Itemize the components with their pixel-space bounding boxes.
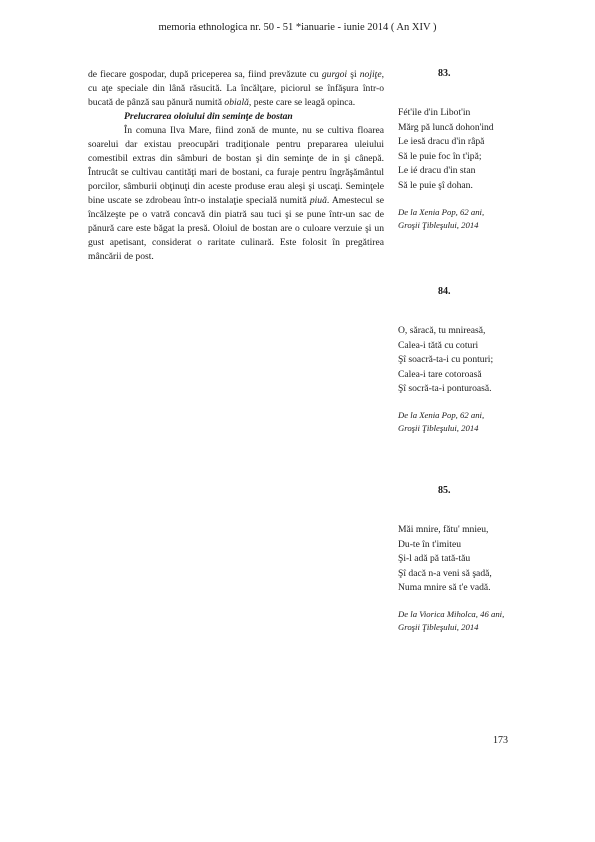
source-line: De la Viorica Miholca, 46 ani,	[398, 608, 505, 619]
poem-line: Şî dacă n-a veni să şadă,	[398, 567, 492, 579]
paragraph-oil	[88, 124, 384, 264]
poem-line: Să le puie şî dohan.	[398, 179, 473, 191]
source-line: Groşii Ţibleşului, 2014	[398, 219, 479, 230]
paragraph-footwear	[88, 68, 384, 110]
poem-source	[398, 206, 548, 233]
poem-line: Măi mnire, fătu' mnieu,	[398, 524, 489, 535]
poem-line: Du-te în t'imiteu	[398, 538, 462, 550]
poem-85	[398, 485, 548, 635]
text-segment: . Amestecul se încălzeşte pe o vatră concavă din piatră sau tuci şi se pune într-un sac de pănură care este băgat la presă. Oloiul de bostan are o culoare verzuie şi un gust apetisant, considerat o raritate culinară. Este folosit în pregătirea mâncării de post.	[88, 195, 384, 262]
term-gurgoi: gurgoi	[321, 69, 348, 80]
text-segment: şi	[347, 69, 360, 80]
poem-number: 84.	[438, 286, 451, 297]
poem-line: Le iesă dracu d'in râpă	[398, 136, 485, 148]
running-header: memoria ethnologica nr. 50 - 51 *ianuarie - iunie 2014 ( An XIV )	[158, 22, 437, 33]
term-piua: piuă	[309, 195, 327, 206]
poem-line: Să le puie foc în t'ipă;	[398, 150, 482, 162]
left-column	[88, 68, 384, 264]
poem-line: O, săracă, tu mnireasă,	[398, 325, 486, 336]
term-obiala: obială	[224, 97, 249, 108]
page-number: 173	[493, 735, 508, 746]
poem-source	[398, 409, 548, 436]
text-segment: de fiecare gospodar, după priceperea sa, fiind prevăzute cu	[88, 69, 322, 80]
poem-line: Mărg pă luncă dohon'ind	[398, 121, 494, 133]
poem-source	[398, 608, 548, 635]
section-title: Prelucrarea oloiului din seminţe de bostan	[124, 111, 293, 122]
poem-line: Fét'ile d'in Libot'in	[398, 107, 471, 118]
poem-83	[398, 68, 548, 232]
term-nojite: nojiţe	[359, 69, 382, 80]
poem-line: Şî soacră-ta-i cu ponturi;	[398, 354, 494, 366]
poem-84	[398, 286, 548, 436]
source-line: De la Xenia Pop, 62 ani,	[398, 206, 485, 217]
source-line: Groşii Ţibleşului, 2014	[398, 622, 479, 633]
poem-line: Le ié dracu d'in stan	[398, 165, 476, 177]
poem-line: Şî socră-ta-i ponturoasă.	[398, 383, 492, 395]
poem-number: 83.	[438, 68, 451, 79]
poem-line: Calea-i tătă cu coturi	[398, 339, 479, 351]
poem-line: Şi-l adă pă tată-tău	[398, 553, 471, 565]
text-segment: În comuna Ilva Mare, fiind zonă de munte, nu se cultiva floarea soarelui dar existau preocupări tradiţionale pentru prepararea uleiului comestibil extras din sâmburi de bostan şi din seminţe de in şi cânepă. Întrucât se cultivau cantităţi mari de bostani, ca furaje pentru îngrăşământul porcilor, sâmburii obţinuţi din aceste produse erau aleşi şi uscaţi. Seminţele bine uscate se zdrobeau într-o instalaţie specială numită	[88, 125, 384, 206]
poem-number: 85.	[438, 485, 451, 496]
text-segment: , peste care se leagă opinca.	[248, 97, 356, 108]
poem-line: Numa mnire să t'e vadă.	[398, 582, 491, 594]
source-line: Groşii Ţibleşului, 2014	[398, 423, 479, 434]
text-segment: , cu aţe speciale din lână răsucită. La încălţare, piciorul se înfăşura într-o bucată de pânză sau pănură numită	[88, 69, 384, 108]
source-line: De la Xenia Pop, 62 ani,	[398, 409, 485, 420]
poem-line: Calea-i tare cotoroasă	[398, 368, 482, 380]
